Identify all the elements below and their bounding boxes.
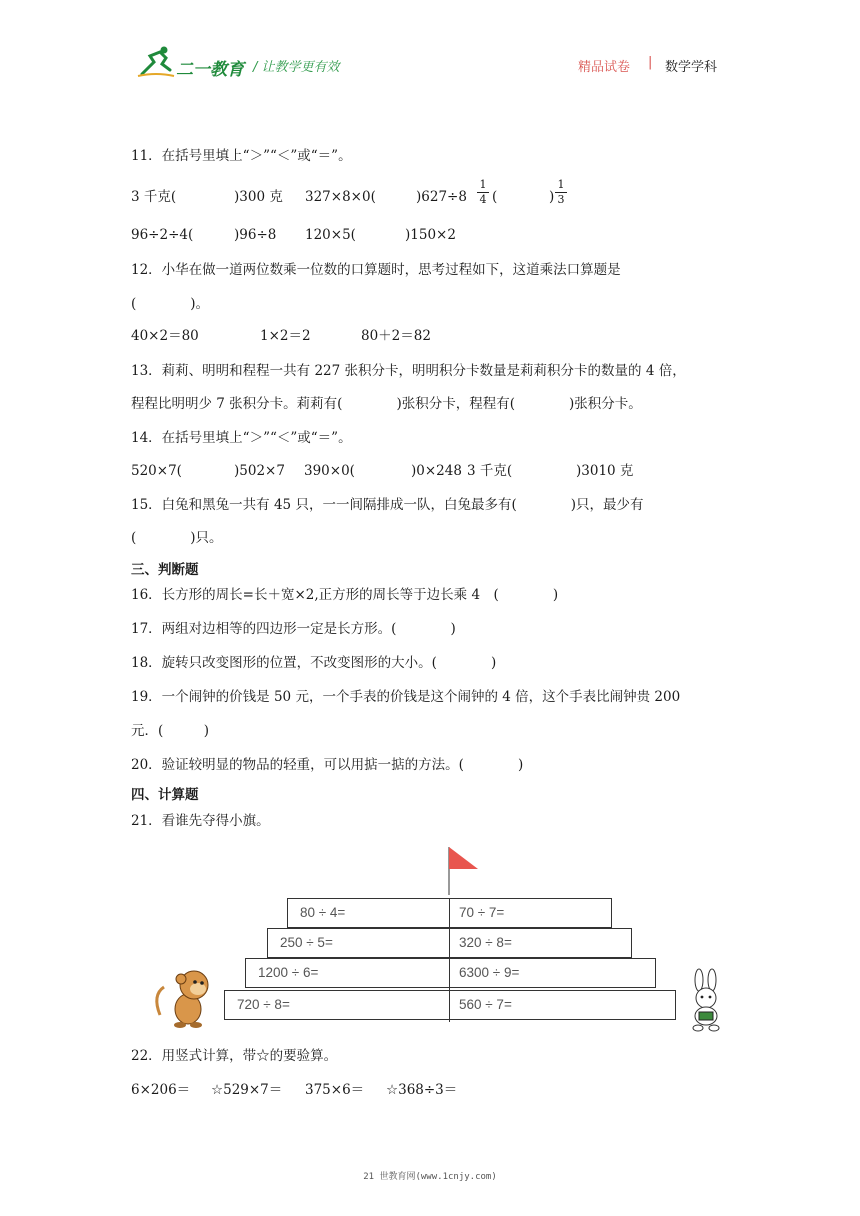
rabbit-icon	[682, 968, 730, 1032]
q14-item-b-left: 390×0(	[304, 463, 355, 479]
header-separator: |	[648, 55, 653, 70]
q19-line-2: 元．( )	[131, 723, 210, 739]
q14-item-a-right: )502×7	[234, 463, 285, 479]
q12-step-3: 80＋2＝82	[361, 328, 431, 344]
row-2-right-expr: 320 ÷ 8=	[459, 935, 512, 950]
q11-item-d-left: 96÷2÷4(	[131, 227, 194, 243]
pyramid-row-3	[245, 958, 656, 988]
row-3-left-expr: 1200 ÷ 6=	[258, 965, 319, 980]
q15-line-2: ( )只。	[131, 530, 223, 546]
section-4-heading: 四、计算题	[131, 787, 199, 803]
q11-item-b-left: 327×8×0(	[305, 189, 376, 205]
slogan: / 让教学更有效	[253, 60, 340, 75]
q22-item-4: ☆368÷3＝	[386, 1082, 458, 1098]
q11-item-d-right: )96÷8	[234, 227, 277, 243]
row-1-right-expr: 70 ÷ 7=	[459, 905, 505, 920]
q14-item-b-right: )0×248	[411, 463, 462, 479]
row-4-right-expr: 560 ÷ 7=	[459, 997, 512, 1012]
q14-item-c-left: 3 千克(	[467, 463, 513, 479]
q22-item-1: 6×206＝	[131, 1082, 191, 1098]
flag-icon	[440, 845, 485, 895]
q11-fraction-third: 1 3	[555, 179, 567, 206]
q16: 16．长方形的周长=长＋宽×2,正方形的周长等于边长乘 4 ( )	[131, 587, 559, 603]
q11-stem: 11．在括号里填上“＞”“＜”或“＝”。	[131, 148, 352, 164]
q11-item-e-left: 120×5(	[305, 227, 356, 243]
q13-line-1: 13．莉莉、明明和程程一共有 227 张积分卡，明明积分卡数量是莉莉积分卡的数量的 4 倍，	[131, 363, 686, 379]
q19-line-1: 19．一个闹钟的价钱是 50 元，一个手表的价钱是这个闹钟的 4 倍，这个手表比闹钟贵 200	[131, 689, 681, 705]
q14-item-a-left: 520×7(	[131, 463, 182, 479]
q14-item-c-right: )3010 克	[576, 463, 634, 479]
q13-line-2: 程程比明明少 7 张积分卡。莉莉有( )张积分卡，程程有( )张积分卡。	[131, 396, 642, 412]
row-1-left-expr: 80 ÷ 4=	[300, 905, 346, 920]
q11-fraction-quarter: 1 4	[477, 179, 489, 206]
q12-step-1: 40×2＝80	[131, 328, 199, 344]
q11-item-e-right: )150×2	[405, 227, 456, 243]
q12-blank: ( )。	[131, 296, 210, 312]
q11-item-a-left: 3 千克(	[131, 189, 177, 205]
footer: 21 世教育网(www.1cnjy.com)	[363, 1172, 497, 1182]
row-2-left-expr: 250 ÷ 5=	[280, 935, 333, 950]
q11-item-a-right: )300 克	[234, 189, 283, 205]
q11-item-c-open: (	[492, 189, 498, 205]
pyramid-row-4	[224, 990, 676, 1020]
q17: 17．两组对边相等的四边形一定是长方形。( )	[131, 621, 456, 637]
pyramid-center-divider	[449, 898, 450, 1022]
q11-item-b-right: )627÷8	[416, 189, 467, 205]
row-4-left-expr: 720 ÷ 8=	[237, 997, 290, 1012]
monkey-icon	[150, 965, 216, 1031]
q22-item-2: ☆529×7＝	[211, 1082, 283, 1098]
section-3-heading: 三、判断题	[131, 562, 199, 578]
header-label-exam: 精品试卷	[578, 60, 631, 75]
q22-stem: 22．用竖式计算，带☆的要验算。	[131, 1048, 338, 1064]
logo-text: 二一教育	[176, 60, 244, 80]
q12-stem: 12．小华在做一道两位数乘一位数的口算题时，思考过程如下，这道乘法口算题是	[131, 262, 621, 278]
q18: 18．旋转只改变图形的位置，不改变图形的大小。( )	[131, 655, 497, 671]
row-3-right-expr: 6300 ÷ 9=	[459, 965, 520, 980]
header-label-subject: 数学学科	[665, 60, 718, 75]
logo-runner-icon	[136, 44, 176, 78]
q20: 20．验证较明显的物品的轻重，可以用掂一掂的方法。( )	[131, 757, 524, 773]
q15-line-1: 15．白兔和黑兔一共有 45 只，一一间隔排成一队，白兔最多有( )只，最少有	[131, 497, 644, 513]
q12-step-2: 1×2＝2	[260, 328, 311, 344]
q11-item-c-close: )	[549, 189, 555, 205]
q14-stem: 14．在括号里填上“＞”“＜”或“＝”。	[131, 430, 352, 446]
q22-item-3: 375×6＝	[305, 1082, 365, 1098]
q21-stem: 21．看谁先夺得小旗。	[131, 813, 270, 829]
